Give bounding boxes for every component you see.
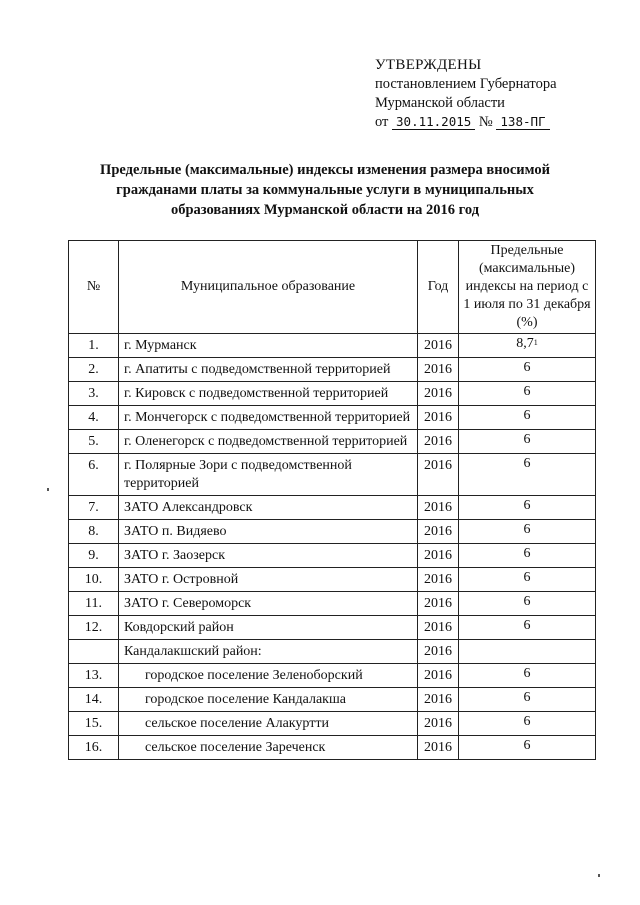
row-year: 2016	[418, 406, 459, 430]
date-value: 30.11.2015	[392, 114, 475, 130]
table-row	[69, 736, 596, 760]
row-number: 5.	[69, 430, 119, 454]
table-row	[69, 520, 596, 544]
municipality-name: ЗАТО п. Видяево	[119, 520, 418, 544]
table-row	[69, 406, 596, 430]
table-row	[69, 568, 596, 592]
municipality-name: г. Полярные Зори с подведомственной территорией	[119, 454, 418, 496]
row-number: 14.	[69, 688, 119, 712]
municipality-name: ЗАТО г. Североморск	[119, 592, 418, 616]
row-year: 2016	[418, 496, 459, 520]
row-number: 13.	[69, 664, 119, 688]
index-value-cell	[459, 496, 596, 520]
index-value-cell	[459, 736, 596, 760]
row-year: 2016	[418, 568, 459, 592]
municipality-name: ЗАТО Александровск	[119, 496, 418, 520]
approval-heading: УТВЕРЖДЕНЫ	[375, 57, 482, 73]
approval-line-2: Мурманской области	[375, 95, 505, 111]
index-value-cell	[459, 520, 596, 544]
number-value: 138-ПГ	[496, 114, 549, 130]
row-year: 2016	[418, 616, 459, 640]
index-value: 8,7	[516, 336, 534, 351]
index-value-cell	[459, 712, 596, 736]
table-row	[69, 688, 596, 712]
row-number: 10.	[69, 568, 119, 592]
municipality-name: ЗАТО г. Заозерск	[119, 544, 418, 568]
row-number: 3.	[69, 382, 119, 406]
municipality-name: Кандалакшский район:	[119, 640, 418, 664]
index-value-cell	[459, 640, 596, 664]
approval-line-1: постановлением Губернатора	[375, 76, 557, 92]
row-number	[69, 640, 119, 664]
footnote-mark: 1	[533, 338, 538, 347]
municipality-name: г. Кировск с подведомственной территорией	[119, 382, 418, 406]
index-value: 6	[523, 432, 531, 447]
row-number: 12.	[69, 616, 119, 640]
table-body	[69, 334, 596, 760]
row-year: 2016	[418, 640, 459, 664]
title-line-3: образованиях Мурманской области на 2016 год	[170, 202, 480, 218]
table-row	[69, 358, 596, 382]
index-value: 6	[523, 714, 531, 729]
municipality-name: г. Оленегорск с подведомственной территорией	[119, 430, 418, 454]
index-value: 6	[523, 570, 531, 585]
table-row	[69, 712, 596, 736]
municipality-name: г. Мурманск	[119, 334, 418, 358]
row-year: 2016	[418, 430, 459, 454]
index-value: 6	[523, 522, 531, 537]
municipality-name: г. Мончегорск с подведомственной территорией	[119, 406, 418, 430]
table-row	[69, 496, 596, 520]
municipality-name: городское поселение Зеленоборский	[119, 664, 418, 688]
index-value: 6	[523, 456, 531, 471]
index-value: 6	[523, 690, 531, 705]
index-value: 6	[523, 666, 531, 681]
table-row	[69, 616, 596, 640]
indices-table	[68, 240, 596, 760]
index-value: 6	[523, 546, 531, 561]
row-year: 2016	[418, 592, 459, 616]
index-value-cell	[459, 688, 596, 712]
table-row	[69, 544, 596, 568]
header-value: Предельные (максимальные) индексы на период с 1 июля по 31 декабря (%)	[459, 241, 596, 334]
row-year: 2016	[418, 382, 459, 406]
municipality-name: сельское поселение Зареченск	[119, 736, 418, 760]
municipality-name: сельское поселение Алакуртти	[119, 712, 418, 736]
table-row	[69, 334, 596, 358]
index-value-cell	[459, 544, 596, 568]
table-row	[69, 640, 596, 664]
index-value: 6	[523, 360, 531, 375]
row-year: 2016	[418, 358, 459, 382]
row-number: 7.	[69, 496, 119, 520]
index-value-cell	[459, 382, 596, 406]
date-prefix: от	[375, 114, 389, 130]
row-number: 8.	[69, 520, 119, 544]
row-number: 6.	[69, 454, 119, 496]
municipality-name: городское поселение Кандалакша	[119, 688, 418, 712]
municipality-name: Ковдорский район	[119, 616, 418, 640]
row-number: 15.	[69, 712, 119, 736]
row-number: 2.	[69, 358, 119, 382]
number-prefix: №	[478, 114, 493, 130]
table-header-row	[69, 241, 596, 334]
document-title	[60, 160, 590, 220]
row-year: 2016	[418, 712, 459, 736]
row-year: 2016	[418, 544, 459, 568]
scan-speck	[598, 874, 600, 877]
title-line-1: Предельные (максимальные) индексы изменения размера вносимой	[100, 162, 550, 178]
row-year: 2016	[418, 334, 459, 358]
index-value-cell	[459, 358, 596, 382]
index-value-cell	[459, 616, 596, 640]
index-value-cell	[459, 664, 596, 688]
row-number: 1.	[69, 334, 119, 358]
row-number: 4.	[69, 406, 119, 430]
approval-block	[375, 56, 557, 132]
index-value-cell	[459, 406, 596, 430]
index-value-cell	[459, 454, 596, 496]
index-value: 6	[523, 738, 531, 753]
table-row	[69, 592, 596, 616]
row-number: 9.	[69, 544, 119, 568]
header-no: №	[69, 241, 119, 334]
row-year: 2016	[418, 520, 459, 544]
row-year: 2016	[418, 688, 459, 712]
index-value-cell	[459, 334, 596, 358]
index-value: 6	[523, 408, 531, 423]
index-value: 6	[523, 618, 531, 633]
index-value-cell	[459, 430, 596, 454]
row-year: 2016	[418, 664, 459, 688]
table-row	[69, 382, 596, 406]
index-value: 6	[523, 384, 531, 399]
scan-speck	[47, 488, 49, 491]
title-line-2: гражданами платы за коммунальные услуги в муниципальных	[116, 182, 534, 198]
row-year: 2016	[418, 454, 459, 496]
index-value: 6	[523, 594, 531, 609]
table-row	[69, 454, 596, 496]
index-value-cell	[459, 568, 596, 592]
index-value: 6	[523, 498, 531, 513]
index-value-cell	[459, 592, 596, 616]
header-year: Год	[418, 241, 459, 334]
table-row	[69, 664, 596, 688]
approval-date-line	[375, 113, 557, 132]
municipality-name: г. Апатиты с подведомственной территорией	[119, 358, 418, 382]
municipality-name: ЗАТО г. Островной	[119, 568, 418, 592]
row-year: 2016	[418, 736, 459, 760]
header-name: Муниципальное образование	[119, 241, 418, 334]
row-number: 11.	[69, 592, 119, 616]
row-number: 16.	[69, 736, 119, 760]
table-row	[69, 430, 596, 454]
